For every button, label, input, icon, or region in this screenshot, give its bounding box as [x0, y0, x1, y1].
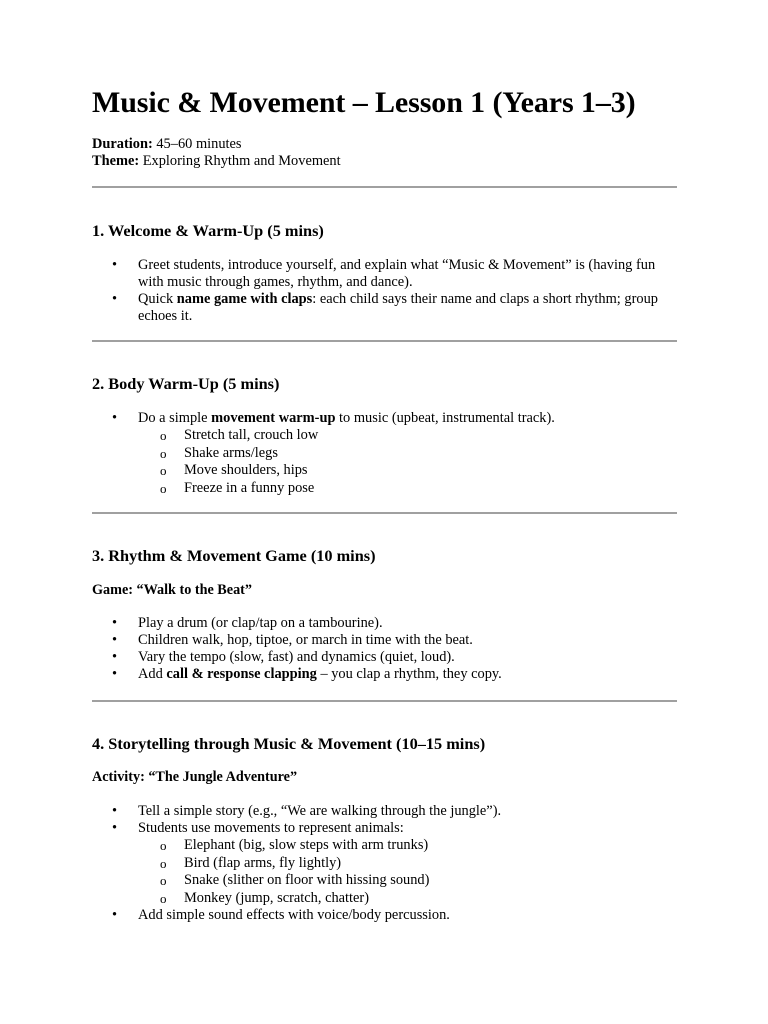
page-title: Music & Movement – Lesson 1 (Years 1–3)	[92, 86, 636, 119]
sub-list-item: o Move shoulders, hips	[160, 462, 308, 478]
section-4-subheading: Activity: “The Jungle Adventure”	[92, 769, 298, 785]
bullet-icon: •	[112, 820, 118, 836]
list-item: • Do a simple movement warm-up to music (upbeat, instrumental track).	[112, 410, 555, 426]
section-3-list	[92, 615, 677, 683]
list-item: • Greet students, introduce yourself, and explain what “Music & Movement” is (having fun with music through games, rhythm, and dance).	[112, 257, 656, 290]
theme-value: Exploring Rhythm and Movement	[139, 153, 341, 169]
bullet-icon: •	[112, 649, 118, 665]
section-2-list	[92, 410, 677, 497]
section-4-heading: 4. Storytelling through Music & Movement (10–15 mins)	[92, 734, 486, 753]
bullet-icon: •	[112, 666, 118, 682]
theme-label: Theme:	[92, 153, 140, 169]
circle-bullet-icon: o	[160, 855, 167, 871]
circle-bullet-icon: o	[160, 445, 167, 461]
list-item: • Add simple sound effects with voice/body percussion.	[112, 907, 450, 923]
duration-value: 45–60 minutes	[152, 136, 242, 152]
sub-list-item: o Stretch tall, crouch low	[160, 427, 319, 443]
circle-bullet-icon: o	[160, 838, 167, 853]
circle-bullet-icon: o	[160, 463, 167, 478]
list-item: • Children walk, hop, tiptoe, or march in time with the beat.	[112, 632, 473, 648]
sub-list-item: o Snake (slither on floor with hissing sound)	[160, 872, 430, 888]
circle-bullet-icon: o	[160, 480, 167, 496]
bullet-icon: •	[112, 632, 118, 648]
divider	[92, 186, 677, 188]
bullet-icon: •	[112, 803, 118, 819]
bullet-icon: •	[112, 257, 118, 273]
divider	[92, 700, 677, 702]
list-item: • Tell a simple story (e.g., “We are walking through the jungle”).	[112, 803, 502, 819]
duration-label: Duration:	[92, 136, 153, 152]
list-item: • Quick name game with claps: each child says their name and claps a short rhythm; group echoes it.	[112, 291, 658, 324]
section-3-subheading: Game: “Walk to the Beat”	[92, 582, 252, 598]
bullet-icon: •	[112, 291, 118, 307]
sub-list-item: o Bird (flap arms, fly lightly)	[160, 854, 342, 871]
bullet-icon: •	[112, 907, 118, 923]
list-item: • Play a drum (or clap/tap on a tambourine).	[112, 615, 383, 631]
list-item: • Students use movements to represent animals:	[112, 820, 404, 836]
section-3-heading: 3. Rhythm & Movement Game (10 mins)	[92, 546, 376, 565]
list-item: • Vary the tempo (slow, fast) and dynamics (quiet, loud).	[112, 649, 455, 665]
section-1-list	[92, 257, 677, 325]
divider	[92, 512, 677, 514]
section-2-heading: 2. Body Warm-Up (5 mins)	[92, 374, 280, 393]
bullet-icon: •	[112, 615, 118, 631]
circle-bullet-icon: o	[160, 428, 167, 443]
section-4-list	[92, 803, 677, 924]
theme-line	[92, 153, 341, 170]
circle-bullet-icon: o	[160, 873, 167, 888]
duration-line	[92, 136, 242, 153]
section-1-heading: 1. Welcome & Warm-Up (5 mins)	[92, 221, 324, 240]
sub-list-item: o Monkey (jump, scratch, chatter)	[160, 889, 370, 906]
bullet-icon: •	[112, 410, 118, 426]
list-item: • Add call & response clapping – you clap a rhythm, they copy.	[112, 666, 502, 682]
circle-bullet-icon: o	[160, 890, 167, 906]
divider	[92, 340, 677, 342]
sub-list-item: o Elephant (big, slow steps with arm trunks)	[160, 837, 429, 853]
sub-list-item: o Shake arms/legs	[160, 444, 278, 461]
sub-list-item: o Freeze in a funny pose	[160, 479, 315, 496]
